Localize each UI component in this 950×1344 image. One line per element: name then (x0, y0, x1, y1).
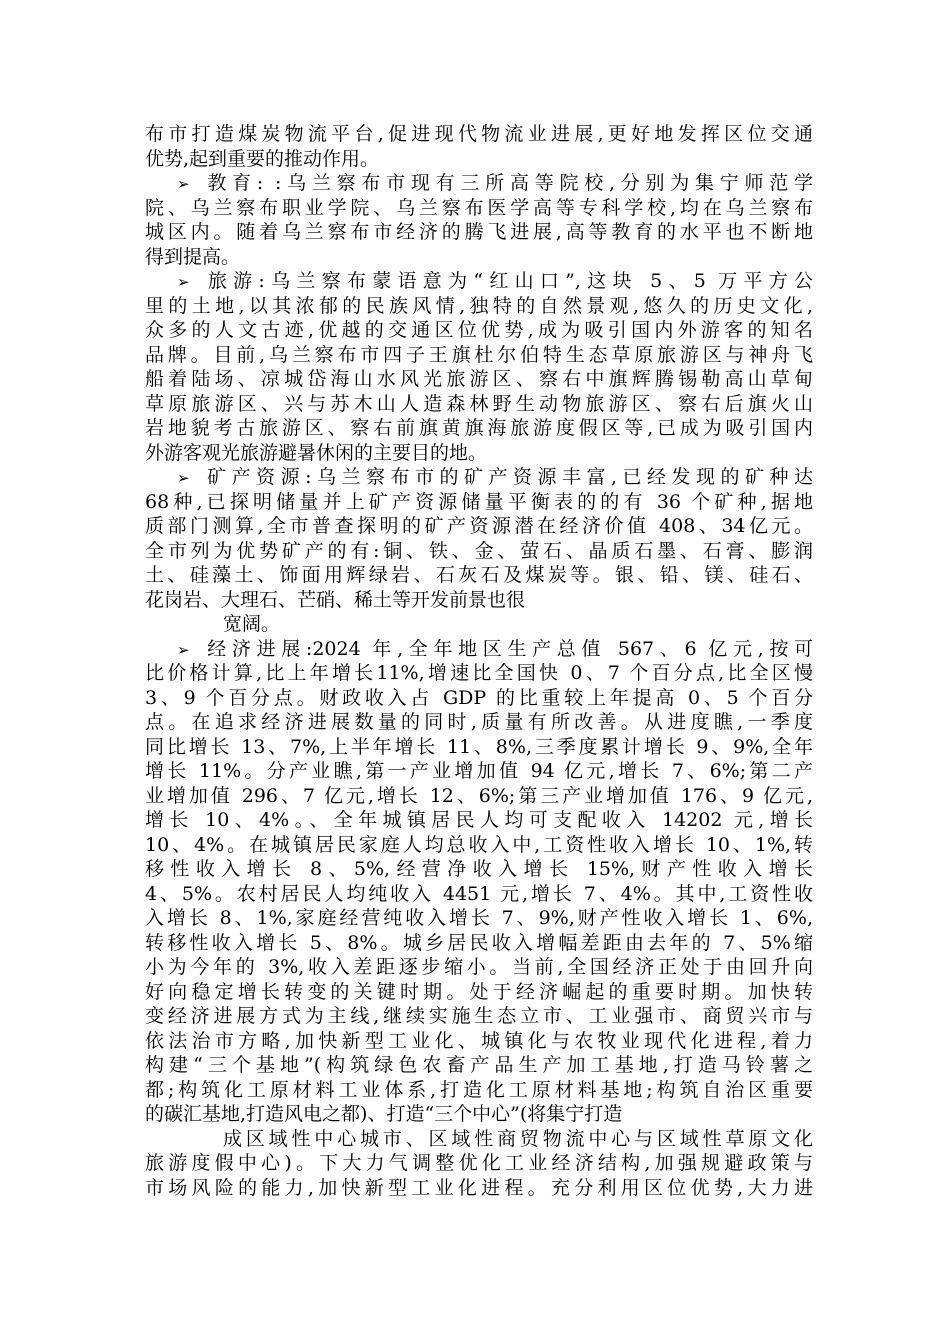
line-text: 同比增长 13、7%,上半年增长 11、8%,三季度累计增长 9、9%,全年 (145, 735, 813, 758)
text-line (145, 857, 813, 882)
text-line (145, 392, 813, 417)
line-text: 院、乌兰察布职业学院、乌兰察布医学高等专科学校,均在乌兰察布 (145, 196, 813, 219)
arrow-bullet-icon: ➢ (177, 273, 190, 291)
text-line (145, 343, 813, 368)
line-text: 布市打造煤炭物流平台,促进现代物流业进展,更好地发挥区位交通 (145, 123, 813, 145)
text-line (145, 441, 813, 466)
line-text: 移性收入增长 8、5%,经营净收入增长 15%,财产性收入增长 (145, 858, 813, 880)
text-line (145, 1029, 813, 1054)
text-line (145, 122, 813, 147)
text-line (145, 514, 813, 539)
line-text: 依法治市方略,加快新型工业化、城镇化与农牧业现代化进程,着力 (145, 1029, 813, 1052)
bullet-paragraph-line (145, 269, 813, 294)
line-text: 业增加值 296、7 亿元,增长 12、6%;第三产业增加值 176、9 亿元, (145, 784, 813, 807)
text-line (145, 245, 813, 270)
bullet-paragraph-line (145, 465, 813, 490)
line-text: 成区域性中心城市、区域性商贸物流中心与区域性草原文化 (223, 1127, 813, 1150)
text-line (145, 1078, 813, 1103)
text-line (145, 588, 813, 613)
line-text: 小为今年的 3%,收入差距逐步缩小。当前,全国经济正处于由回升向 (145, 956, 813, 978)
text-line (145, 220, 813, 245)
line-text: 构建“三个基地”(构筑绿色农畜产品生产加工基地,打造马铃薯之 (145, 1054, 813, 1076)
line-text: 草原旅游区、兴与苏木山人造森林野生动物旅游区、察右后旗火山 (145, 392, 813, 415)
line-text: 的碳汇基地,打造风电之都)、打造“三个中心”(将集宁打造 (145, 1103, 623, 1125)
text-line (145, 416, 813, 441)
text-line (145, 367, 813, 392)
line-text: 4、5%。农村居民人均纯收入 4451 元,增长 7、4%。其中,工资性收 (145, 882, 813, 905)
text-line (145, 490, 813, 515)
line-text: 全市列为优势矿产的有:铜、铁、金、萤石、晶质石墨、石膏、膨润 (145, 539, 813, 562)
line-text: 转移性收入增长 5、8%。城乡居民收入增幅差距由去年的 7、5%缩 (145, 931, 813, 954)
line-text: 城区内。随着乌兰察布市经济的腾飞进展,高等教育的水平也不断地 (145, 221, 813, 243)
line-text: 优势,起到重要的推动作用。 (145, 147, 380, 170)
line-text: 10、4%。在城镇居民家庭人均总收入中,工资性收入增长 10、1%,转 (145, 833, 813, 856)
text-line (145, 784, 813, 809)
document-page (145, 122, 813, 1200)
line-text: 众多的人文古迹,优越的交通区位优势,成为吸引国内外游客的知名 (145, 319, 813, 341)
text-line (145, 539, 813, 564)
line-text: 好向稳定增长转变的关键时期。处于经济崛起的重要时期。加快转 (145, 980, 813, 1003)
line-text: 68种,已探明储量并上矿产资源储量平衡表的的有 36 个矿种,据地 (145, 490, 813, 513)
line-text: 船着陆场、凉城岱海山水风光旅游区、察右中旗辉腾锡勒高山草甸 (145, 368, 813, 390)
line-text: 比价格计算,比上年增长11%,增速比全国快 0、7 个百分点,比全区慢 (145, 662, 813, 684)
text-line (145, 759, 813, 784)
line-text: 入增长 8、1%,家庭经营纯收入增长 7、9%,财产性收入增长 1、6%, (145, 907, 813, 929)
text-line (145, 318, 813, 343)
line-text: 教育: :乌兰察布市现有三所高等院校,分别为集宁师范学 (201, 172, 813, 194)
text-line (145, 1151, 813, 1176)
line-text: 3、9 个百分点。财政收入占 GDP 的比重较上年提高 0、5 个百分 (145, 686, 813, 709)
line-text: 土、硅藻土、饰面用辉绿岩、石灰石及煤炭等。银、铅、镁、硅石、 (145, 564, 813, 586)
text-line (145, 931, 813, 956)
text-line (145, 661, 813, 686)
text-line (145, 808, 813, 833)
bullet-paragraph-line (145, 171, 813, 196)
text-line (145, 710, 813, 735)
line-text: 点。在追求经济进展数量的同时,质量有所改善。从进度瞧,一季度 (145, 711, 813, 733)
text-line (145, 686, 813, 711)
text-line (145, 735, 813, 760)
arrow-bullet-icon: ➢ (177, 175, 190, 193)
arrow-bullet-icon: ➢ (177, 469, 190, 487)
text-line (145, 1004, 813, 1029)
text-line (145, 563, 813, 588)
line-text: 旅游:乌兰察布蒙语意为“红山口”,这块 5、5 万平方公 (201, 270, 813, 292)
text-line (145, 1053, 813, 1078)
line-text: 旅游度假中心)。下大力气调整优化工业经济结构,加强规避政策与 (145, 1152, 813, 1174)
text-line (145, 955, 813, 980)
text-line (145, 833, 813, 858)
text-line (145, 1102, 813, 1127)
line-text: 品牌。目前,乌兰察布市四子王旗杜尔伯特生态草原旅游区与神舟飞 (145, 343, 813, 366)
text-line (145, 906, 813, 931)
text-line (145, 882, 813, 907)
line-text: 宽阔。 (223, 613, 281, 635)
line-text: 矿产资源:乌兰察布市的矿产资源丰富,已经发现的矿种达 (201, 466, 813, 488)
text-line (145, 1127, 813, 1152)
text-line (145, 612, 813, 637)
line-text: 都;构筑化工原材料工业体系,打造化工原材料基地;构筑自治区重要 (145, 1078, 813, 1101)
text-line (145, 147, 813, 172)
bullet-paragraph-line (145, 637, 813, 662)
line-text: 经济进展:2024 年,全年地区生产总值 567、6 亿元,按可 (201, 637, 813, 660)
line-text: 外游客观光旅游避暑休闲的主要目的地。 (145, 441, 488, 464)
line-text: 变经济进展方式为主线,继续实施生态立市、工业强市、商贸兴市与 (145, 1005, 813, 1027)
text-line (145, 1176, 813, 1201)
line-text: 质部门测算,全市普查探明的矿产资源潜在经济价值 408、34亿元。 (145, 515, 813, 537)
line-text: 花岗岩、大理石、芒硝、稀土等开发前景也很 (145, 588, 526, 611)
text-line (145, 196, 813, 221)
line-text: 增长 11%。分产业瞧,第一产业增加值 94 亿元,增长 7、6%;第二产 (145, 760, 813, 782)
line-text: 市场风险的能力,加快新型工业化进程。充分利用区位优势,大力进 (145, 1176, 813, 1199)
line-text: 岩地貌考古旅游区、察右前旗黄旗海旅游度假区等,已成为吸引国内 (145, 417, 813, 439)
line-text: 增长 10、4%。、全年城镇居民人均可支配收入 14202 元,增长 (145, 809, 813, 831)
arrow-bullet-icon: ➢ (177, 640, 190, 659)
line-text: 里的土地,以其浓郁的民族风情,独特的自然景观,悠久的历史文化, (145, 294, 813, 317)
text-line (145, 980, 813, 1005)
line-text: 得到提高。 (145, 245, 241, 268)
text-line (145, 294, 813, 319)
